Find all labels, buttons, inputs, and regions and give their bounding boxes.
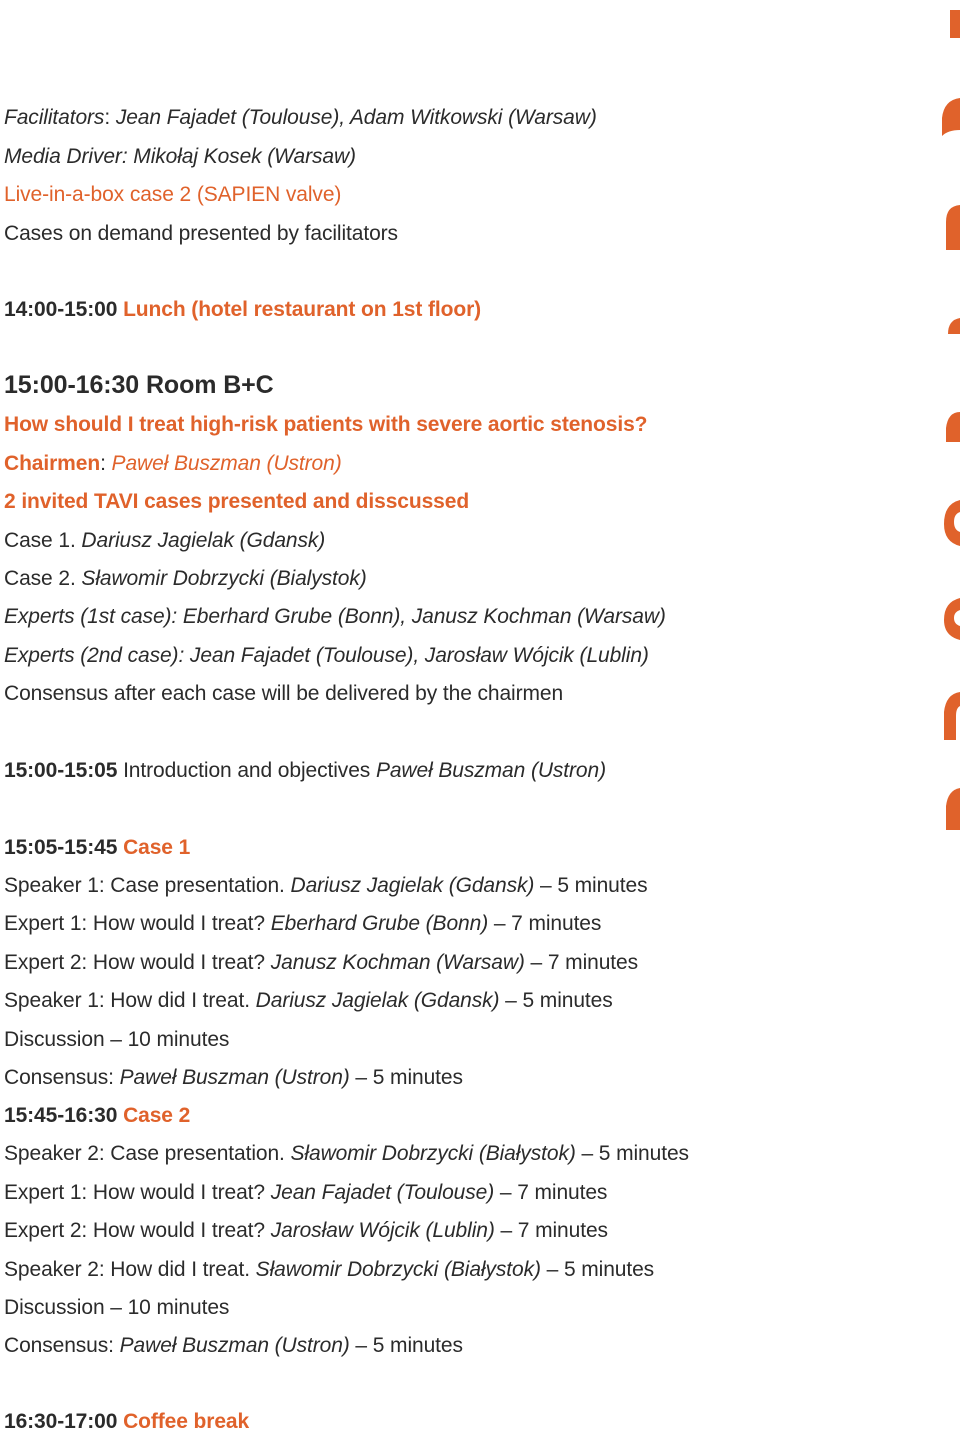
case1-row xyxy=(4,911,601,937)
facilitators-label: Facilitators xyxy=(4,106,105,129)
row-label: Expert 2: How would I treat? xyxy=(4,951,271,974)
case2-row xyxy=(4,1295,229,1321)
row-label: Expert 2: How would I treat? xyxy=(4,1219,271,1242)
case1-title: Case 1 xyxy=(123,836,191,859)
experts-1st-case-line: Experts (1st case): Eberhard Grube (Bonn), Janusz Kochman (Warsaw) xyxy=(4,605,666,628)
case2-time: 15:45-16:30 xyxy=(4,1104,118,1127)
row-person: Dariusz Jagielak (Gdansk) xyxy=(290,874,535,897)
row-duration: – 7 minutes xyxy=(488,912,602,935)
row-person: Sławomir Dobrzycki (Białystok) xyxy=(255,1258,541,1281)
row-person: Paweł Buszman (Ustron) xyxy=(119,1334,350,1357)
case1-header xyxy=(4,835,190,861)
facilitators-line xyxy=(4,105,597,131)
experts-2nd-case-line xyxy=(4,643,649,669)
row-label: Expert 1: How would I treat? xyxy=(4,1181,271,1204)
row-person: Janusz Kochman (Warsaw) xyxy=(270,951,525,974)
row-person: Sławomir Dobrzycki (Białystok) xyxy=(290,1142,576,1165)
row-person: Jean Fajadet (Toulouse) xyxy=(270,1181,495,1204)
row-duration: – 5 minutes xyxy=(540,1258,655,1281)
row-duration: – 5 minutes xyxy=(349,1066,463,1089)
case1-label: Case 1. xyxy=(4,529,82,552)
lunch-title: Lunch (hotel restaurant on 1st floor) xyxy=(123,298,482,321)
row-duration: – 5 minutes xyxy=(349,1334,463,1357)
coffee-title: Coffee break xyxy=(123,1410,250,1433)
row-duration: – 5 minutes xyxy=(534,874,648,897)
invited-cases-line: 2 invited TAVI cases presented and disscussed xyxy=(4,490,470,513)
row-label: Speaker 1: Case presentation. xyxy=(4,874,291,897)
lunch-line xyxy=(4,297,481,323)
case2-row xyxy=(4,1141,689,1167)
intro-time: 15:00-15:05 xyxy=(4,759,118,782)
session-time-room: 15:00-16:30 Room B+C xyxy=(4,371,274,399)
case1-row xyxy=(4,1065,463,1091)
case1-presenter-line xyxy=(4,528,325,554)
cases-on-demand-line: Cases on demand presented by facilitators xyxy=(4,222,398,245)
row-label: Discussion – 10 minutes xyxy=(4,1296,230,1319)
lunch-time: 14:00-15:00 xyxy=(4,298,118,321)
case2-row xyxy=(4,1180,607,1206)
media-driver-line: Media Driver: Mikołaj Kosek (Warsaw) xyxy=(4,145,356,168)
case2-label: Case 2. xyxy=(4,567,82,590)
session-question: How should I treat high-risk patients with severe aortic stenosis? xyxy=(4,413,648,436)
case1-time: 15:05-15:45 xyxy=(4,836,118,859)
row-label: Speaker 1: How did I treat. xyxy=(4,989,256,1012)
decorative-edge-lettering xyxy=(938,0,960,860)
case2-header xyxy=(4,1103,190,1129)
row-label: Expert 1: How would I treat? xyxy=(4,912,271,935)
case2-presenter: Sławomir Dobrzycki (Bialystok) xyxy=(81,567,367,590)
intro-line xyxy=(4,758,606,784)
case1-row xyxy=(4,950,638,976)
row-label: Discussion – 10 minutes xyxy=(4,1028,230,1051)
row-person: Paweł Buszman (Ustron) xyxy=(119,1066,350,1089)
case2-title: Case 2 xyxy=(123,1104,191,1127)
case2-row xyxy=(4,1333,463,1359)
row-duration: – 5 minutes xyxy=(499,989,613,1012)
row-person: Eberhard Grube (Bonn) xyxy=(270,912,489,935)
coffee-time: 16:30-17:00 xyxy=(4,1410,118,1433)
row-duration: – 5 minutes xyxy=(575,1142,689,1165)
row-person: Jarosław Wójcik (Lublin) xyxy=(270,1219,495,1242)
experts2-label: Experts (2nd case): xyxy=(4,644,190,667)
case1-row xyxy=(4,873,647,899)
live-case-line: Live-in-a-box case 2 (SAPIEN valve) xyxy=(4,183,342,206)
case1-row xyxy=(4,1027,229,1053)
case1-presenter: Dariusz Jagielak (Gdansk) xyxy=(81,529,326,552)
case2-presenter-line xyxy=(4,566,367,592)
row-duration: – 7 minutes xyxy=(494,1219,608,1242)
row-label: Consensus: xyxy=(4,1334,120,1357)
facilitators-colon: : xyxy=(104,106,116,129)
row-label: Consensus: xyxy=(4,1066,120,1089)
facilitators-names: Jean Fajadet (Toulouse), Adam Witkowski (Warsaw) xyxy=(115,106,597,129)
coffee-line xyxy=(4,1409,249,1435)
row-label: Speaker 2: Case presentation. xyxy=(4,1142,291,1165)
case2-row xyxy=(4,1257,654,1283)
chairmen-name: Paweł Buszman (Ustron) xyxy=(111,452,342,475)
chairmen-line xyxy=(4,451,342,477)
chairmen-label: Chairmen xyxy=(4,452,101,475)
chairmen-colon: : xyxy=(100,452,112,475)
experts2-names: Jean Fajadet (Toulouse), Jarosław Wójcik (Lublin) xyxy=(189,644,649,667)
case2-row xyxy=(4,1218,608,1244)
row-label: Speaker 2: How did I treat. xyxy=(4,1258,256,1281)
consensus-note-line: Consensus after each case will be delivered by the chairmen xyxy=(4,682,564,705)
intro-speaker: Paweł Buszman (Ustron) xyxy=(375,759,606,782)
row-person: Dariusz Jagielak (Gdansk) xyxy=(255,989,500,1012)
row-duration: – 7 minutes xyxy=(524,951,639,974)
intro-text: Introduction and objectives xyxy=(117,759,376,782)
row-duration: – 7 minutes xyxy=(494,1181,608,1204)
case1-row xyxy=(4,988,613,1014)
